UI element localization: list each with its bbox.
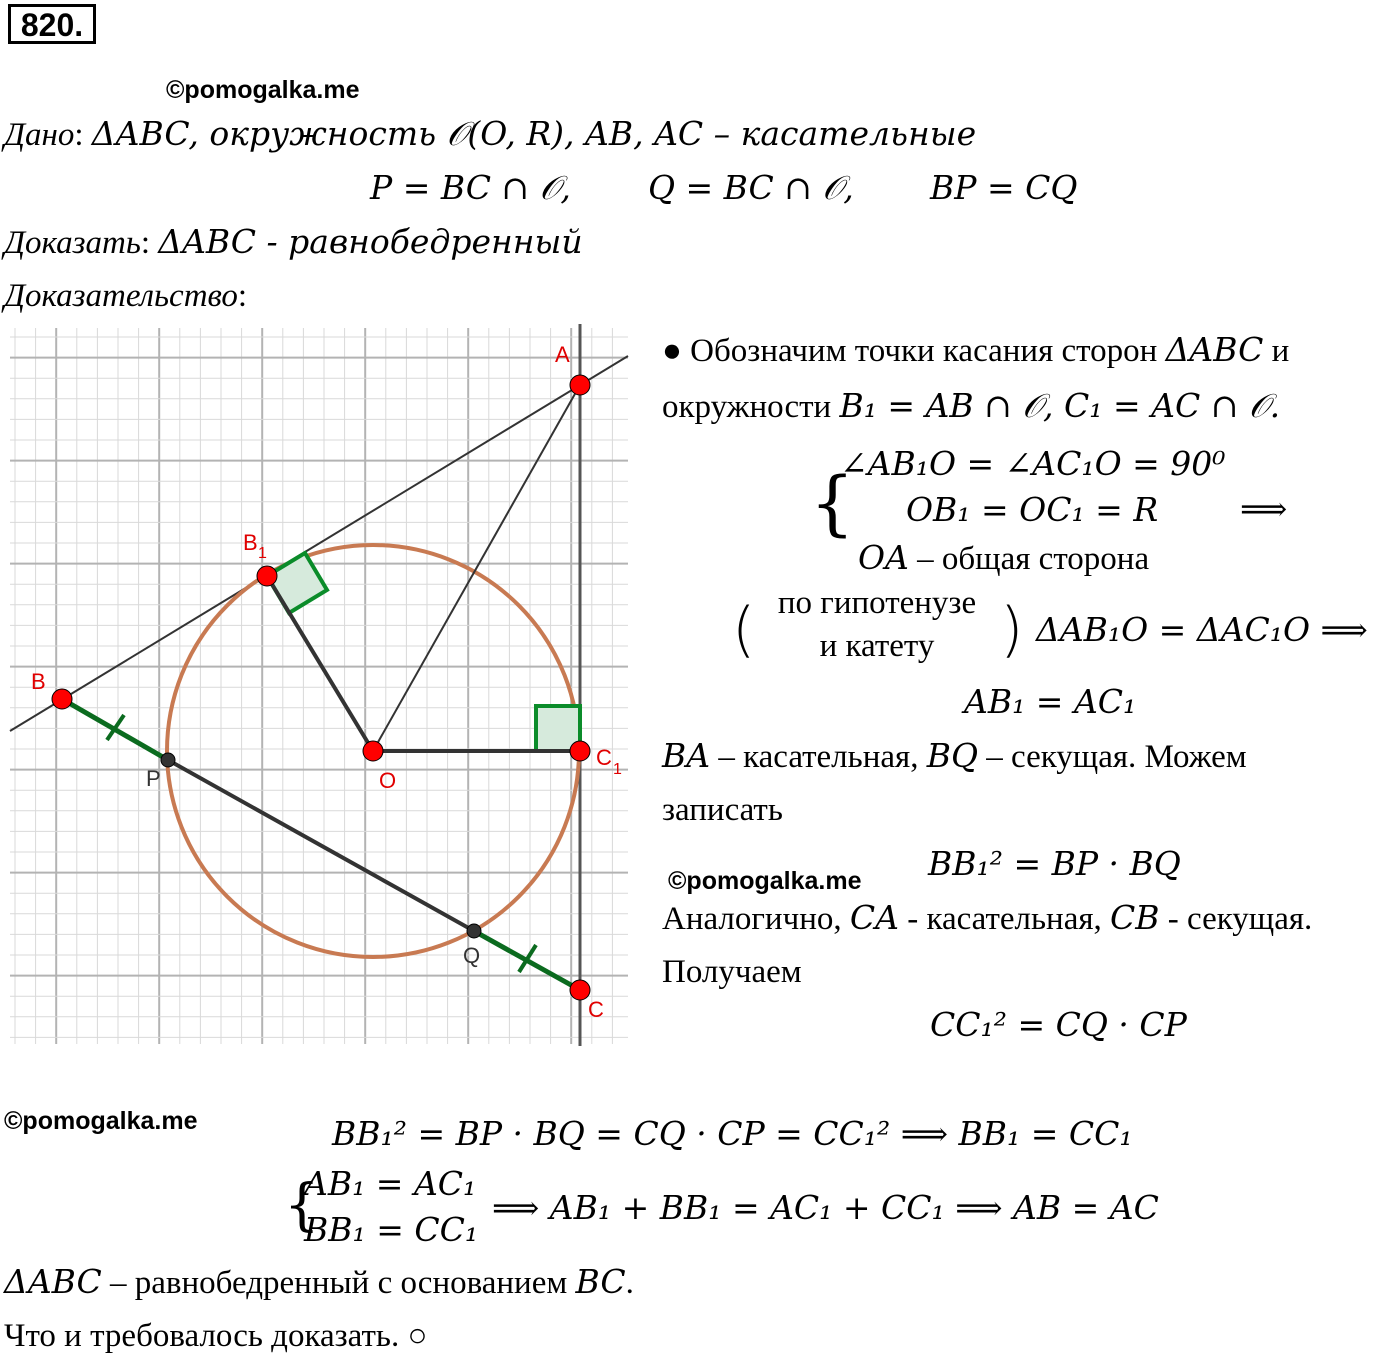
system-line1: ∠AB₁O = ∠AC₁O = 90⁰ bbox=[840, 444, 1226, 483]
watermark-top: ©pomogalka.me bbox=[166, 76, 360, 104]
right-line2: окружности B₁ = AB ∩ 𝒪, C₁ = AC ∩ 𝒪. bbox=[662, 386, 1281, 425]
given-line: Дано: ΔABC, окружность 𝒪(O, R), AB, AC – касательные bbox=[4, 114, 977, 153]
point-b bbox=[52, 689, 72, 709]
given-eq3: BP = CQ bbox=[930, 168, 1078, 207]
implies-arrow: ⟹ bbox=[1240, 492, 1288, 528]
analog-line: Аналогично, CA - касательная, CB - секущая. bbox=[662, 898, 1313, 937]
label-b: B bbox=[31, 669, 46, 694]
given-eq1: P = BC ∩ 𝒪, bbox=[370, 168, 571, 207]
poluchaem: Получаем bbox=[662, 954, 802, 990]
conclusion-line: ΔABC – равнобедренный с основанием BC. bbox=[4, 1262, 634, 1301]
label-c1-sub: 1 bbox=[613, 761, 622, 778]
grid bbox=[10, 328, 628, 1044]
point-p bbox=[161, 753, 175, 767]
given-text: ΔABC, окружность 𝒪(O, R), AB, AC – касательные bbox=[91, 114, 977, 153]
prove-label: Доказать bbox=[4, 225, 141, 261]
point-a bbox=[570, 375, 590, 395]
paren-right: ) bbox=[1000, 595, 1024, 665]
bb-equation: BB₁² = BP · BQ bbox=[928, 844, 1181, 883]
label-c1: C bbox=[596, 745, 612, 770]
given-eq2: Q = BC ∩ 𝒪, bbox=[648, 168, 854, 207]
point-c1 bbox=[570, 741, 590, 761]
watermark-bottom: ©pomogalka.me bbox=[4, 1107, 198, 1135]
prove-text: ΔABC - равнобедренный bbox=[158, 222, 583, 261]
ab-equal: AB₁ = AC₁ bbox=[964, 682, 1137, 721]
point-c bbox=[570, 980, 590, 1000]
right-line1: ● Обозначим точки касания сторон ΔABC и bbox=[662, 330, 1290, 369]
proof-label-line: Доказательство: bbox=[4, 278, 248, 314]
label-b1: B bbox=[243, 530, 258, 555]
qed-line: Что и требовалось доказать. ○ bbox=[4, 1318, 428, 1354]
system-line2: OB₁ = OC₁ = R bbox=[906, 490, 1159, 529]
bottom-sys-b: BB₁ = CC₁ bbox=[304, 1210, 479, 1249]
zapisat: записать bbox=[662, 792, 783, 828]
triangles-equal: ΔAB₁O = ΔAC₁O ⟹ bbox=[1036, 610, 1368, 649]
label-o: O bbox=[379, 768, 397, 793]
system-brace: { bbox=[810, 462, 855, 544]
given-label: Дано bbox=[4, 117, 75, 153]
point-b1 bbox=[257, 566, 277, 586]
cc-equation: CC₁² = CQ · CP bbox=[930, 1005, 1187, 1044]
system-line3: OA – общая сторона bbox=[858, 538, 1150, 577]
problem-number: 820. bbox=[8, 4, 96, 44]
ba-tangent-line: BA – касательная, BQ – секущая. Можем bbox=[662, 736, 1247, 775]
paren-line2: и катету bbox=[819, 628, 935, 664]
paren-line1: по гипотенузе bbox=[777, 585, 977, 621]
label-q: Q bbox=[463, 943, 481, 968]
bottom-sys-a: AB₁ = AC₁ bbox=[304, 1164, 477, 1203]
watermark-middle: ©pomogalka.me bbox=[668, 867, 862, 895]
sum-equation: ⟹ AB₁ + BB₁ = AC₁ + CC₁ ⟹ AB = AC bbox=[492, 1188, 1159, 1227]
segment-pq bbox=[168, 760, 474, 931]
bottom-brace: { bbox=[284, 1173, 320, 1238]
label-p: P bbox=[146, 766, 161, 791]
point-o bbox=[363, 741, 383, 761]
chain-equation: BB₁² = BP · BQ = CQ · CP = CC₁² ⟹ BB₁ = CC₁ bbox=[332, 1114, 1133, 1153]
prove-line: Доказать: ΔABC - равнобедренный bbox=[4, 222, 583, 261]
label-b1-sub: 1 bbox=[258, 545, 267, 562]
proof-label: Доказательство bbox=[4, 278, 238, 314]
right-angle-b1 bbox=[267, 553, 327, 613]
label-a: A bbox=[555, 342, 570, 367]
paren-left: ( bbox=[732, 595, 756, 665]
label-c: C bbox=[588, 997, 604, 1022]
geometry-figure bbox=[0, 320, 640, 1050]
point-q bbox=[467, 924, 481, 938]
